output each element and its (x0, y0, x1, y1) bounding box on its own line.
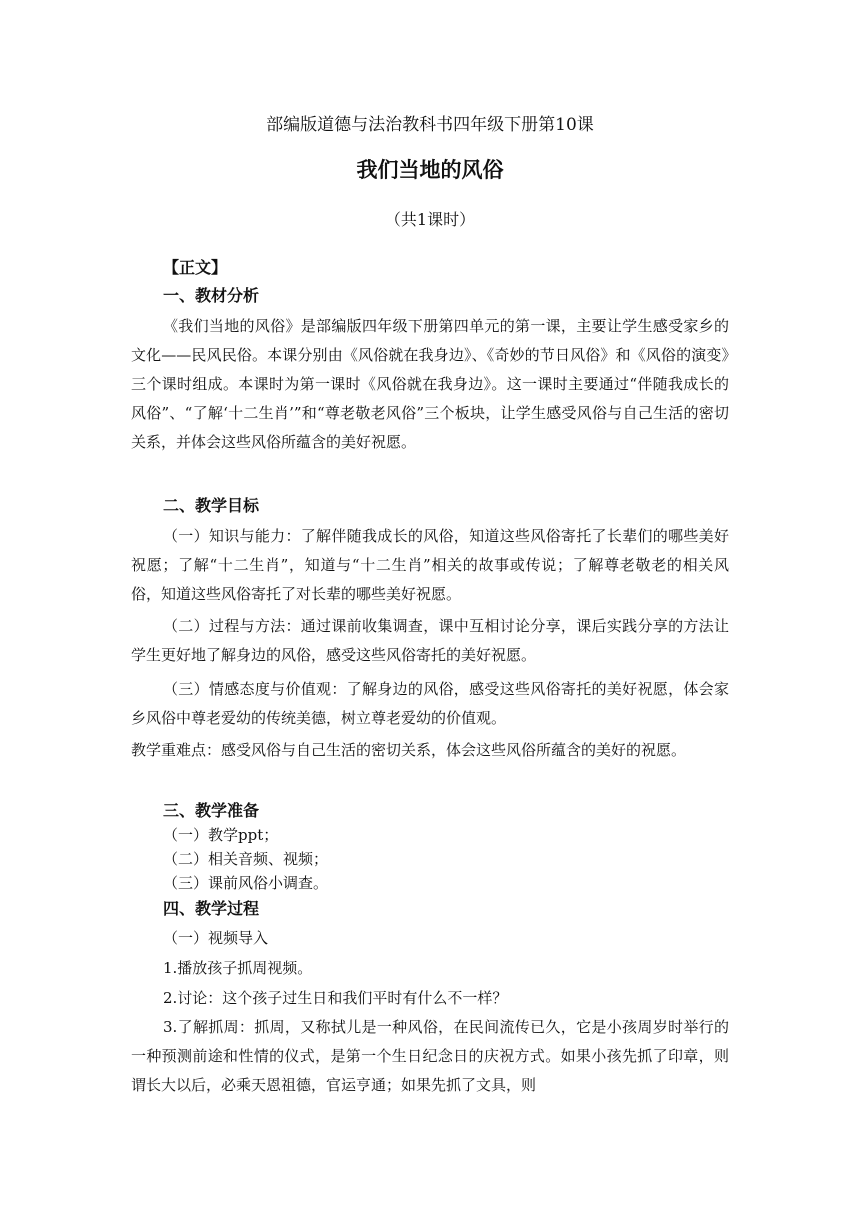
section-heading-process: 四、教学过程 (163, 899, 260, 918)
goal-knowledge-paragraph: （一）知识与能力：了解伴随我成长的风俗，知道这些风俗寄托了长辈们的哪些美好祝愿；了解“十二生肖”，知道与“十二生肖”相关的故事或传说；了解尊老敬老的相关风俗，知道这些风俗寄托了对长辈的哪些美好祝愿。 (131, 527, 729, 603)
main-text-label: 【正文】 (163, 258, 228, 277)
process-subheading-video: （一）视频导入 (163, 929, 269, 947)
lesson-period: （共1课时） (384, 210, 476, 229)
document-subtitle: 部编版道德与法治教科书四年级下册第10课 (266, 115, 594, 135)
preparation-item: （二）相关音频、视频； (163, 850, 329, 868)
process-step-paragraph: 3.了解抓周：抓周，又称拭儿是一种风俗，在民间流传已久，它是小孩周岁时举行的一种预测前途和性情的仪式，是第一个生日纪念日的庆祝方式。如果小孩先抓了印章，则谓长大以后，必乘天恩祖德，官运亨通；如果先抓了文具，则 (131, 1018, 729, 1094)
preparation-item: （一）教学ppt； (163, 826, 279, 844)
document-title: 我们当地的风俗 (356, 158, 504, 182)
analysis-paragraph: 《我们当地的风俗》是部编版四年级下册第四单元的第一课，主要让学生感受家乡的文化——民风民俗。本课分别由《风俗就在我身边》、《奇妙的节日风俗》和《风俗的演变》三个课时组成。本课时为第一课时《风俗就在我身边》。这一课时主要通过“伴随我成长的风俗”、“了解‘十二生肖’”和“尊老敬老风俗”三个板块，让学生感受风俗与自己生活的密切关系，并体会这些风俗所蕴含的美好祝愿。 (131, 317, 729, 451)
goal-method-paragraph: （二）过程与方法：通过课前收集调查，课中互相讨论分享，课后实践分享的方法让学生更好地了解身边的风俗，感受这些风俗寄托的美好祝愿。 (131, 617, 729, 664)
preparation-item: （三）课前风俗小调查。 (163, 874, 329, 892)
section-heading-goals: 二、教学目标 (163, 496, 260, 515)
process-step: 1.播放孩子抓周视频。 (163, 959, 313, 977)
goal-emotion-paragraph: （三）情感态度与价值观：了解身边的风俗，感受这些风俗寄托的美好祝愿，体会家乡风俗中尊老爱幼的传统美德，树立尊老爱幼的价值观。 (131, 680, 729, 727)
section-heading-analysis: 一、教材分析 (163, 286, 260, 305)
section-heading-preparation: 三、教学准备 (163, 801, 260, 820)
process-step: 2.讨论：这个孩子过生日和我们平时有什么不一样？ (163, 989, 508, 1007)
key-difficulty-paragraph: 教学重难点：感受风俗与自己生活的密切关系，体会这些风俗所蕴含的美好的祝愿。 (131, 741, 687, 759)
